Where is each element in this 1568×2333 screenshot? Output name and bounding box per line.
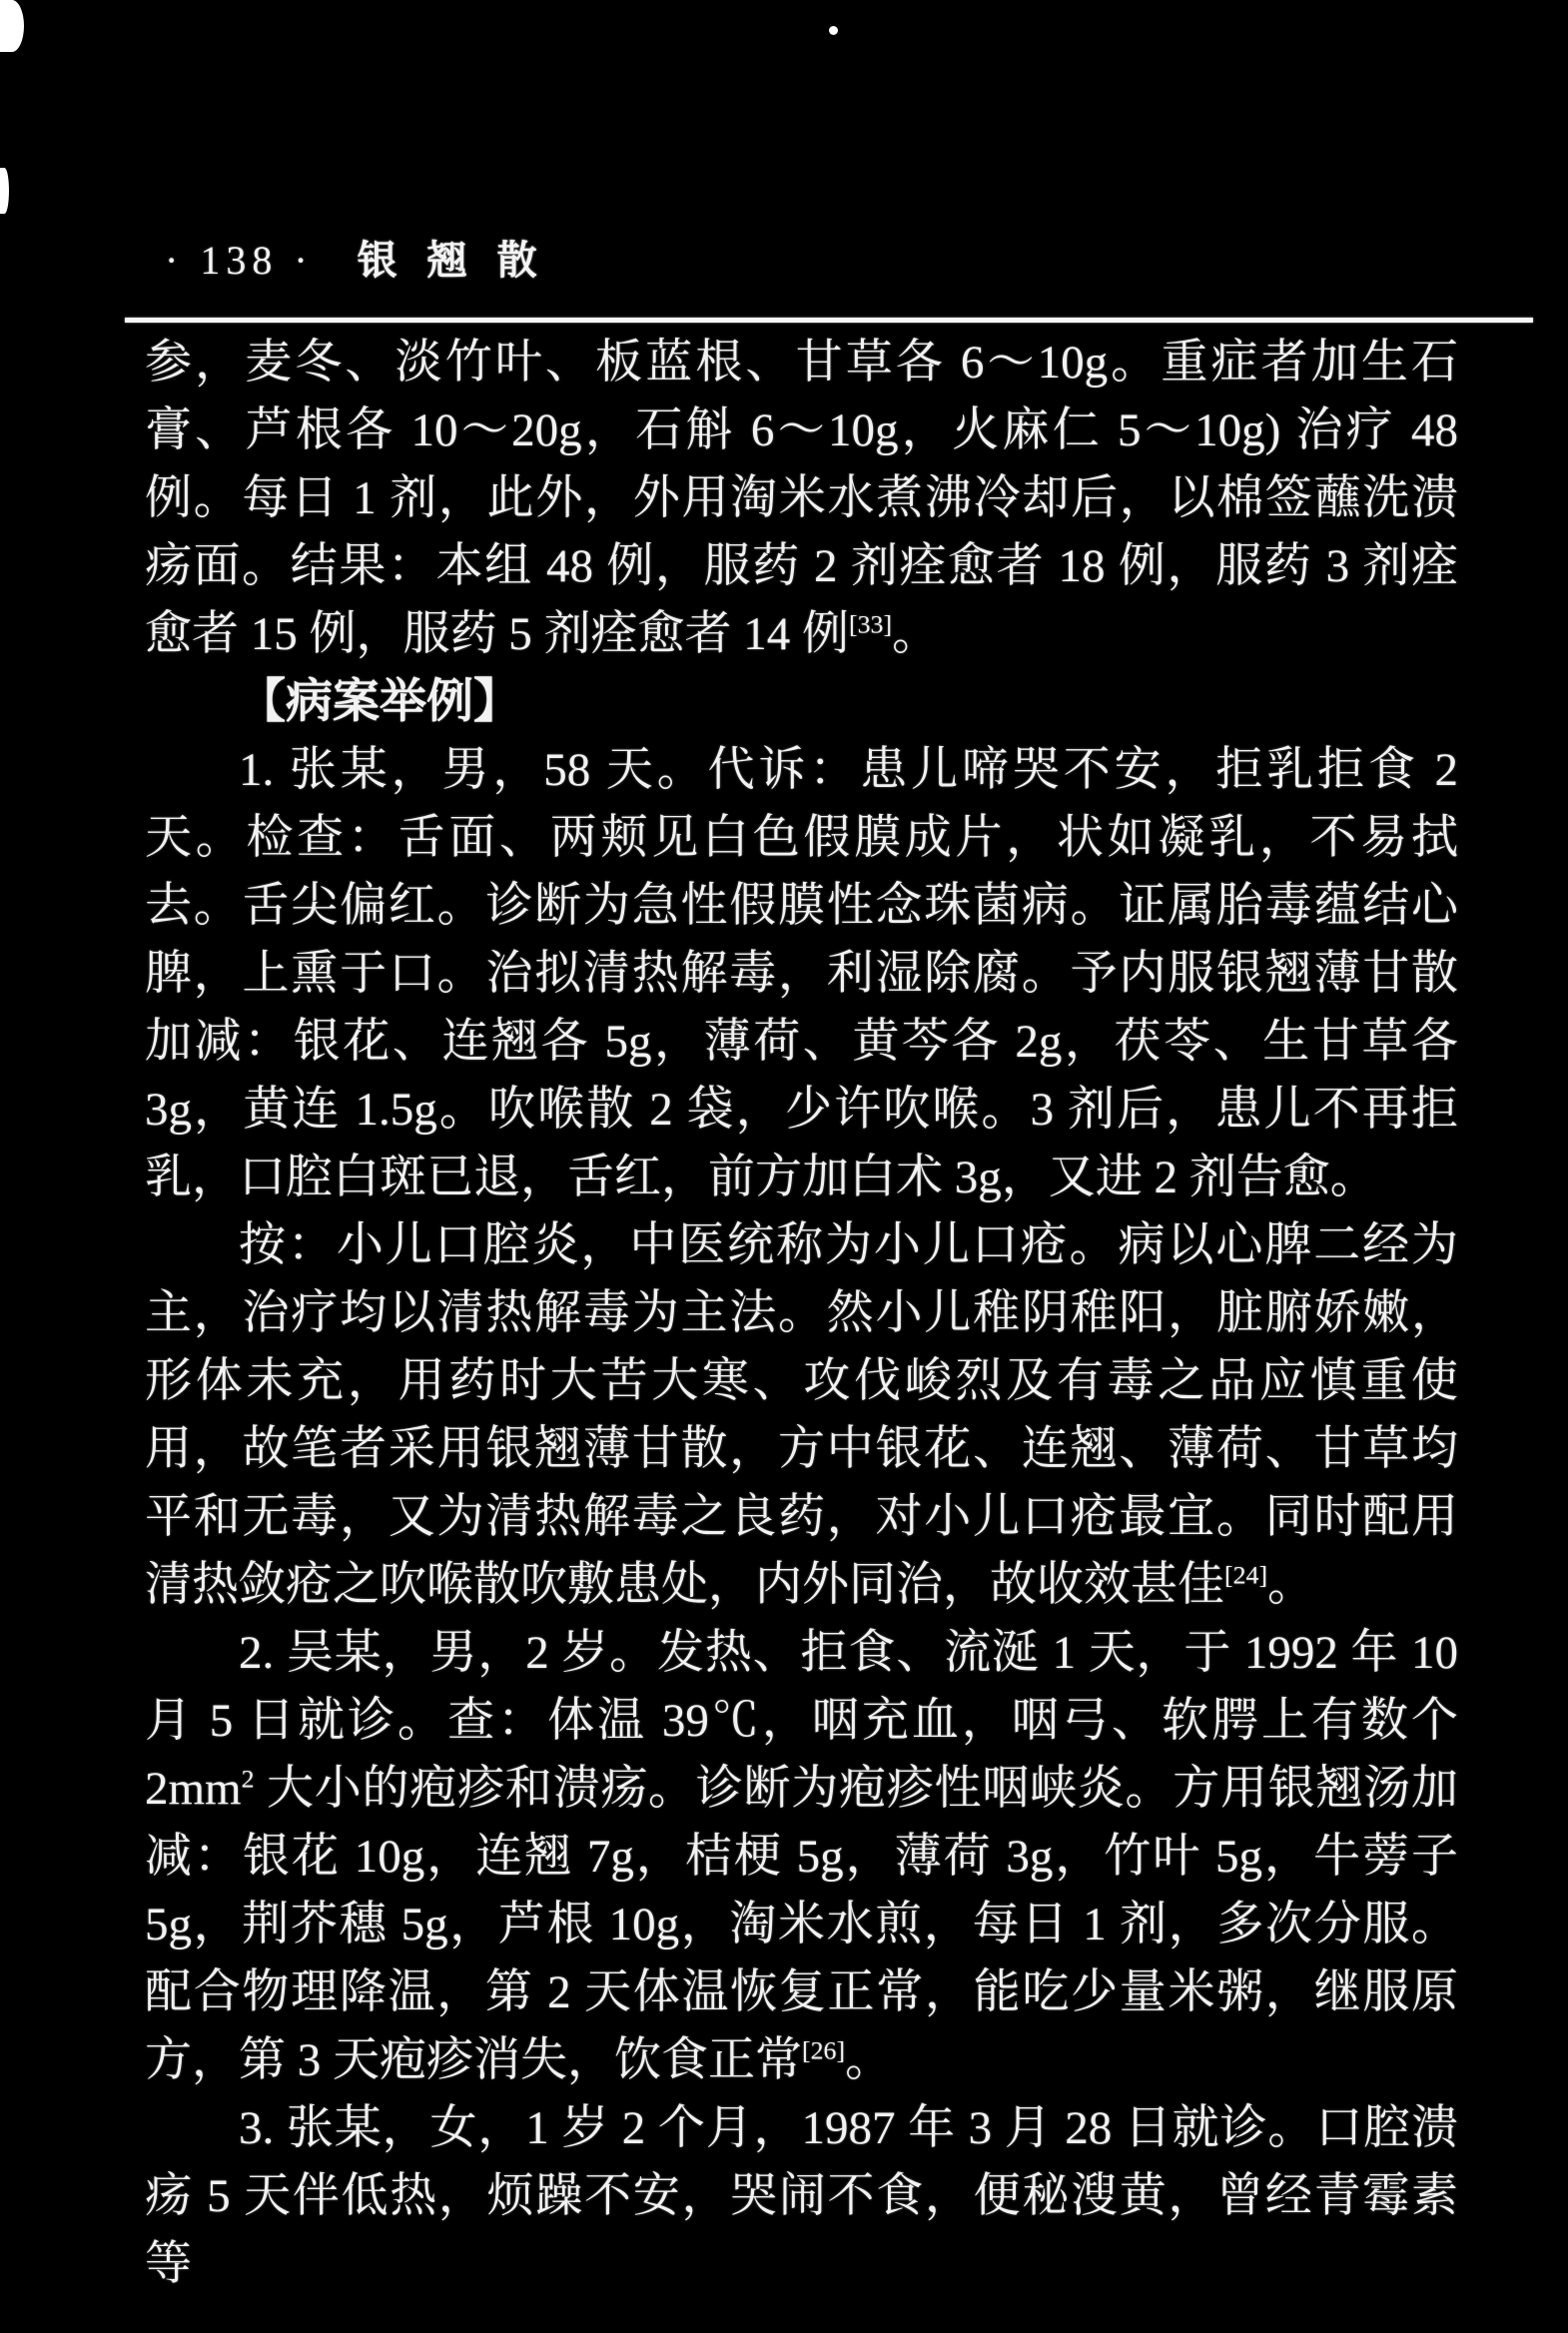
paragraph xyxy=(145,329,1458,668)
page-number: · 138 · xyxy=(165,238,314,283)
text-run: 。 xyxy=(892,608,940,660)
text-run: 参，麦冬、淡竹叶、板蓝根、甘草各 6～10g。重症者加生石膏、芦根各 10～20g，石斛 6～10g，火麻仁 5～10g) 治疗 48 例。每日 1 剂，此外，外用淘米水煮沸冷却后，以棉签蘸洗溃疡面。结果：本组 48 例，服药 2 剂痊愈者 18 例，服药 3 剂痊愈者 15 例，服药 5 剂痊愈者 14 例 xyxy=(145,337,1458,660)
reference-superscript: [26] xyxy=(802,2035,846,2065)
paragraph xyxy=(145,2094,1458,2298)
scan-artifact xyxy=(0,168,9,214)
body-text xyxy=(145,329,1458,2298)
reference-superscript: [33] xyxy=(849,609,893,639)
text-run: 。 xyxy=(1267,1559,1315,1611)
paragraph xyxy=(145,736,1458,1211)
running-header xyxy=(165,238,1458,284)
header-divider xyxy=(125,318,1533,323)
paragraph xyxy=(145,1211,1458,1619)
scan-artifact xyxy=(0,0,24,52)
text-run: 【病案举例】 xyxy=(239,676,520,728)
text-run: 1. 张某，男，58 天。代诉：患儿啼哭不安，拒乳拒食 2 天。检查：舌面、两颊见白色假膜成片，状如凝乳，不易拭去。舌尖偏红。诊断为急性假膜性念珠菌病。证属胎毒蕴结心脾，上熏于口。治拟清热解毒，利湿除腐。予内服银翘薄甘散加减：银花、连翘各 5g，薄荷、黄芩各 2g，茯苓、生甘草各 3g，黄连 1.5g。吹喉散 2 袋，少许吹喉。3 剂后，患儿不再拒乳，口腔白斑已退，舌红，前方加白术 3g，又进 2 剂告愈。 xyxy=(145,744,1458,1203)
text-run: 2. 吴某，男，2 岁。发热、拒食、流涎 1 天，于 1992 年 10 月 5 日就诊。查：体温 39℃，咽充血，咽弓、软腭上有数个 2mm xyxy=(145,1627,1458,1815)
text-run: 按：小儿口腔炎，中医统称为小儿口疮。病以心脾二经为主，治疗均以清热解毒为主法。然小儿稚阴稚阳，脏腑娇嫩，形体未充，用药时大苦大寒、攻伐峻烈及有毒之品应慎重使用，故笔者采用银翘薄甘散，方中银花、连翘、薄荷、甘草均平和无毒，又为清热解毒之良药，对小儿口疮最宜。同时配用清热敛疮之吹喉散吹敷患处，内外同治，故收效甚佳 xyxy=(145,1219,1458,1611)
text-run: 。 xyxy=(845,2034,893,2086)
book-title: 银翘散 xyxy=(357,238,567,283)
reference-superscript: 2 xyxy=(241,1764,255,1794)
reference-superscript: [24] xyxy=(1224,1560,1268,1590)
paragraph xyxy=(145,1619,1458,2094)
text-run: 3. 张某，女，1 岁 2 个月，1987 年 3 月 28 日就诊。口腔溃疡 5 天伴低热，烦躁不安，哭闹不食，便秘溲黄，曾经青霉素等 xyxy=(145,2102,1458,2290)
section-heading xyxy=(145,668,1458,736)
page-content xyxy=(145,238,1458,2298)
scan-artifact xyxy=(829,26,838,35)
text-run: 大小的疱疹和溃疡。诊断为疱疹性咽峡炎。方用银翘汤加减：银花 10g，连翘 7g，桔梗 5g，薄荷 3g，竹叶 5g，牛蒡子 5g，荆芥穗 5g，芦根 10g，淘米水煎，每日 1 剂，多次分服。配合物理降温，第 2 天体温恢复正常，能吃少量米粥，继服原方，第 3 天疱疹消失，饮食正常 xyxy=(145,1763,1458,2086)
